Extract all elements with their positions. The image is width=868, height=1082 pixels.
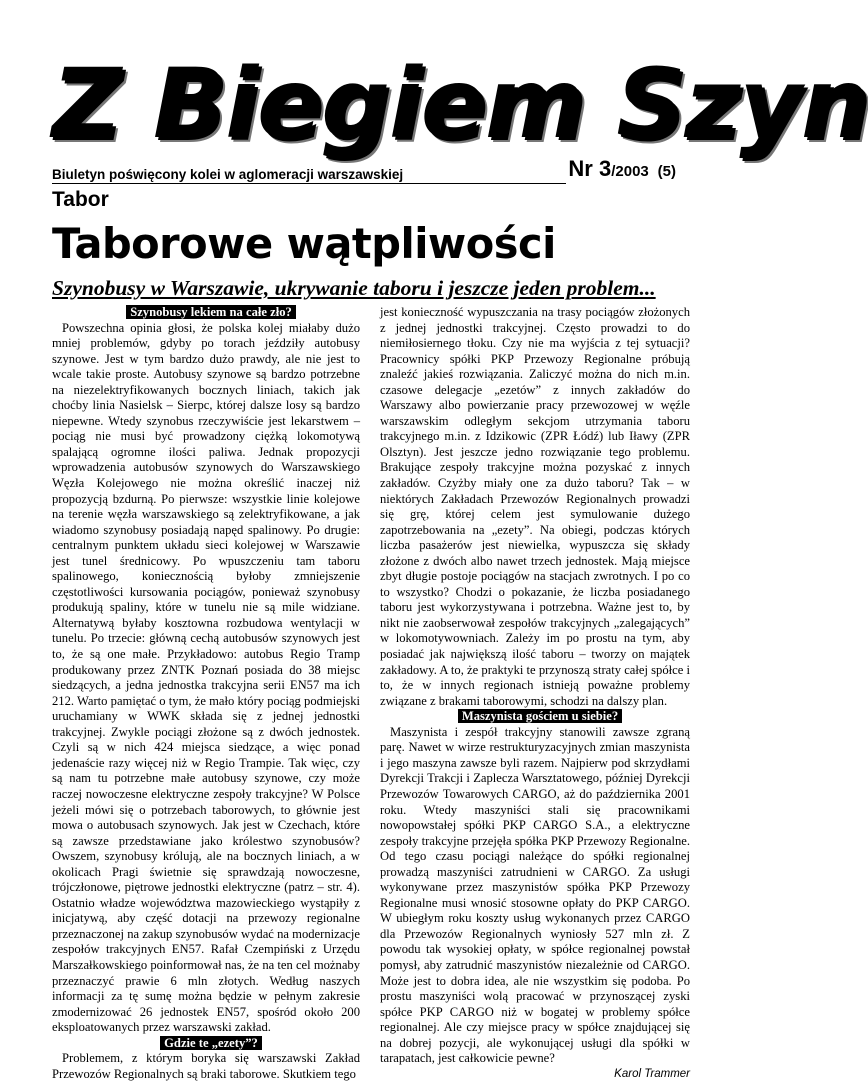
bulletin-subtitle: Biuletyn poświęcony kolei w aglomeracji warszawskiej <box>52 167 404 182</box>
article-headline: Taborowe wątpliwości <box>52 219 556 268</box>
subtitle-rule <box>52 183 566 184</box>
article-lead: Szynobusy w Warszawie, ukrywanie taboru i jeszcze jeden problem... <box>52 276 656 300</box>
article-column-right <box>380 305 690 1082</box>
paragraph-continued: jest konieczność wypuszczania na trasy pociągów złożonych z jednej jednostki trakcyjnej. Często prowadzi to do niemiłosiernego tłoku. Czy nie ma wyjścia z tej sytuacji? Pracownicy spółki PKP Przewozy Regionalne próbują znaleźć jakieś rozwiązania. Zaliczyć można do nich m.in. czasowe delegacje „ezetów” z innych zakładów do Warszawy albo powierzanie pracy przewozowej w węźle warszawskim odległym sekcjom utrzymania taboru trakcyjnego m.in. z Idzikowic (ZPR Łódź) lub Iławy (ZPR Olsztyn). Jest jeszcze jedno rozwiązanie tego problemu. Brakujące zespoły trakcyjne można pozyskać z innych zakładów. Czyżby miały one za dużo taboru? Tak – w niektórych Zakładach Przewozów Regionalnych prowadzi się grę, której celem jest symulowanie dużego zapotrzebowania na „ezety”. Na obiegi, podczas których liczba pasażerów jest niewielka, wypuszcza się składy złożone z dwóch albo nawet trzech jednostek. Mają miejsce zbyt długie postoje pociągów na stacjach zwrotnych. I po co to wszystko? Chodzi o pokazanie, że liczba posiadanego taboru jest wykorzystywana i potrzebna. Ważne jest to, by nikt nie zaobserwował zespołów trakcyjnych „zalegających” w lokomotywowniach. Zależy im po prostu na tym, aby posiadać jak największą ilość taboru – tworzy on majątek zakładowy. A to, że praktyki te przynoszą straty całej spółce i to, że w innych regionach istnieją poważne problemy związane z brakami taborowymi, schodzi na dalszy plan. <box>380 305 690 708</box>
article-column-left <box>52 305 360 1082</box>
issue-year: /2003 <box>611 163 649 180</box>
intertitle-label: Szynobusy lekiem na całe zło? <box>126 305 296 319</box>
paragraph: Powszechna opinia głosi, że polska kolej miałaby dużo mniej problemów, gdyby po torach jeździły autobusy szynowe. Jest w tym bardzo dużo prawdy, ale nie jest to wcale takie proste. Autobusy szynowe są bardzo potrzebne na niezelektryfikowanych bocznych liniach, takich jak choćby linia Nasielsk – Sierpc, której dalsze losy są bardzo niepewne. Wtedy szynobus rzeczywiście jest lekarstwem – pociąg nie musi być prowadzony ciężką lokomotywą spalającą ogromne ilości paliwa. Jednak propozycji wprowadzenia autobusów szynowych do Warszawskiego Węzła Kolejowego nie można określić inaczej niż propozycją bzdurną. Po pierwsze: wszystkie linie kolejowe na terenie węzła warszawskiego są zelektryfikowane, a jak wiadomo szynobusy posiadają napęd spalinowy. Po drugie: centralnym punktem układu sieci kolejowej w Warszawie jest tunel średnicowy. Po wpuszczeniu tam taboru spalinowego, koniecznością byłoby zmniejszenie częstotliwości kursowania pociągów, ponieważ szynobusy produkują spaliny, które w tunelu nie są mile widziane. Alternatywą byłaby kosztowna rozbudowa wentylacji w tunelu. Po trzecie: główną cechą autobusów szynowych jest to, że są one małe. Przykładowo: autobus Regio Tramp produkowany przez ZNTK Poznań posiada do 38 miejsc siedzących, a jedna jednostka trakcyjna serii EN57 ma ich 212. Warto pamiętać o tym, że mało który pociąg podmiejski uruchamiany w WWK składa się z jednej jednostki trakcyjnej. Zwykle pociągi złożone są z dwóch jednostek. Czyli są w nich 424 miejsca siedzące, a więc ponad jedenaście razy więcej niż w Regio Trampie. Tak więc, czy są nam tu potrzebne małe autobusy szynowe, czy może raczej nowoczesne elektryczne zespoły trakcyjne? W Polsce jeżeli mówi się o potrzebach taborowych, to głównie jest mowa o autobusach szynowych. Jak jest w Czechach, które są zawsze przedstawiane jako królestwo szynobusów? Owszem, szynobusy królują, ale na bocznych liniach, a w okolicach Pragi świetnie się sprawdzają nowoczesne, trójczłonowe, piętrowe jednostki elektryczne (patrz – str. 4). Ostatnio władze województwa mazowieckiego wystąpiły z inicjatywą, aby część dotacji na przewozy regionalne przeznaczonej na zakup szynobusów wydać na modernizacje zespołów trakcyjnych EN57. Rafał Czempiński z Urzędu Marszałkowskiego poinformował nas, że na ten cel możnaby przeznaczyć prawie 6 mln złotych. Według naszych informacji za tę sumę można będzie w pełnym zakresie zmodernizować 26 jednostek EN57, spośród około 200 eksploatowanych przez warszawski zakład. <box>52 320 360 1035</box>
section-label: Tabor <box>52 188 109 211</box>
issue-number <box>568 156 676 182</box>
bulletin-header <box>52 156 676 184</box>
intertitle-label: Maszynista gościem u siebie? <box>458 709 622 723</box>
issue-nr: Nr 3 <box>568 156 612 181</box>
issue-seq: (5) <box>657 163 676 180</box>
intertitle <box>52 1036 360 1052</box>
author-byline: Karol Trammer <box>614 1067 690 1080</box>
intertitle-label: Gdzie te „ezety”? <box>160 1036 262 1050</box>
masthead-title: Z Biegiem Szyn <box>52 48 868 160</box>
intertitle <box>52 305 360 321</box>
intertitle <box>380 709 690 725</box>
paragraph: Maszynista i zespół trakcyjny stanowili zawsze zgraną parę. Nawet w wirze restrukturyzacyjnych zmian maszynista i jego maszyna zawsze byli razem. Najpierw pod skrzydłami Dyrekcji Trakcji i Zaplecza Warsztatowego, później Dyrekcji Przewozów Towarowych CARGO, aż do października 2001 roku. Wtedy maszyniści stali się pracownikami nowopowstałej spółki PKP CARGO S.A., a elektryczne zespoły trakcyjne przejęła spółka PKP Przewozy Regionalne. Od tego czasu pociągi należące do spółki regionalnej prowadzą maszyniści zatrudnieni w CARGO. Za usługi wykonywane przez maszynistów spółka PKP Przewozy Regionalne musi wnosić stosowne opłaty do PKP CARGO. W ubiegłym roku koszty usług wykonanych przez CARGO dla Przewozów Regionalnych wyniosły 527 mln zł. Z powodu tak wysokiej opłaty, w spółce regionalnej powstał pomysł, aby zatrudnić maszynistów niezależnie od CARGO. Może jest to dobra idea, ale nie wszystkim się podoba. Po prostu maszyniści wolą pracować w przynoszącej zyski spółce PKP CARGO niż w bogatej w problemy spółce regionalnej. Ale czy miejsce pracy w spółce znajdującej się na dobrej pozycji, ale wykonującej usługi dla spółki w tarapatach, jest całkowicie pewne? <box>380 724 690 1066</box>
paragraph: Problemem, z którym boryka się warszawski Zakład Przewozów Regionalnych są braki taborowe. Skutkiem tego <box>52 1051 360 1081</box>
